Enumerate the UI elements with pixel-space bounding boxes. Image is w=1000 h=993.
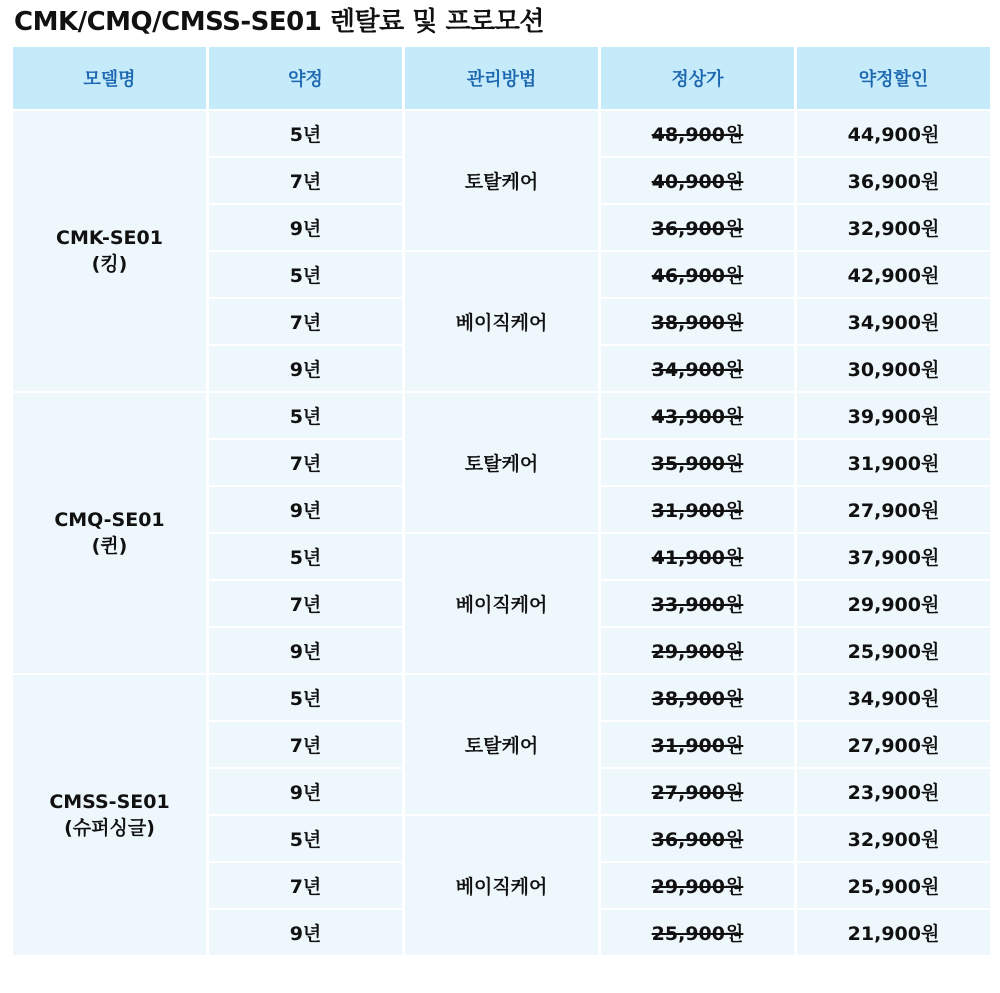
care-type-cell: 베이직케어: [405, 534, 598, 673]
model-size: (킹): [91, 253, 128, 275]
discount-price-cell: 36,900원: [797, 158, 990, 203]
discount-price-cell: 31,900원: [797, 440, 990, 485]
table-body: [13, 111, 990, 955]
regular-price: 31,900원: [651, 500, 744, 522]
regular-price-cell: [601, 863, 794, 908]
discount-price-cell: 34,900원: [797, 675, 990, 720]
care-type-cell: 토탈케어: [405, 393, 598, 532]
regular-price-cell: [601, 205, 794, 250]
header-discount-price: 약정할인: [797, 47, 990, 109]
regular-price: 36,900원: [651, 829, 744, 851]
discount-price-cell: 39,900원: [797, 393, 990, 438]
regular-price: 35,900원: [651, 453, 744, 475]
header-care-type: 관리방법: [405, 47, 598, 109]
discount-price-cell: 27,900원: [797, 722, 990, 767]
term-cell: 9년: [209, 487, 402, 532]
regular-price: 27,900원: [651, 782, 744, 804]
header-model: 모델명: [13, 47, 206, 109]
term-cell: 7년: [209, 863, 402, 908]
care-type-cell: 베이직케어: [405, 252, 598, 391]
regular-price: 34,900원: [651, 359, 744, 381]
term-cell: 7년: [209, 299, 402, 344]
regular-price-cell: [601, 158, 794, 203]
regular-price-cell: [601, 487, 794, 532]
term-cell: 5년: [209, 675, 402, 720]
term-cell: 5년: [209, 393, 402, 438]
care-type-cell: 베이직케어: [405, 816, 598, 955]
term-cell: 5년: [209, 111, 402, 156]
term-cell: 9년: [209, 910, 402, 955]
model-cell: [13, 675, 206, 955]
regular-price-cell: [601, 581, 794, 626]
regular-price: 31,900원: [651, 735, 744, 757]
regular-price: 29,900원: [651, 876, 744, 898]
table-row: [13, 111, 990, 156]
regular-price-cell: [601, 722, 794, 767]
term-cell: 9년: [209, 205, 402, 250]
regular-price: 41,900원: [651, 547, 744, 569]
model-name: CMQ-SE01: [54, 509, 165, 531]
discount-price-cell: 21,900원: [797, 910, 990, 955]
discount-price-cell: 42,900원: [797, 252, 990, 297]
regular-price: 36,900원: [651, 218, 744, 240]
discount-price-cell: 29,900원: [797, 581, 990, 626]
regular-price-cell: [601, 534, 794, 579]
regular-price: 48,900원: [651, 124, 744, 146]
regular-price-cell: [601, 252, 794, 297]
care-type-cell: 토탈케어: [405, 675, 598, 814]
discount-price-cell: 44,900원: [797, 111, 990, 156]
term-cell: 5년: [209, 252, 402, 297]
regular-price-cell: [601, 299, 794, 344]
regular-price-cell: [601, 440, 794, 485]
regular-price-cell: [601, 769, 794, 814]
regular-price: 40,900원: [651, 171, 744, 193]
term-cell: 9년: [209, 769, 402, 814]
regular-price: 38,900원: [651, 312, 744, 334]
model-name: CMK-SE01: [56, 227, 163, 249]
header-regular-price: 정상가: [601, 47, 794, 109]
discount-price-cell: 25,900원: [797, 628, 990, 673]
header-term: 약정: [209, 47, 402, 109]
term-cell: 5년: [209, 816, 402, 861]
regular-price-cell: [601, 816, 794, 861]
regular-price: 38,900원: [651, 688, 744, 710]
term-cell: 9년: [209, 346, 402, 391]
term-cell: 7년: [209, 581, 402, 626]
regular-price: 46,900원: [651, 265, 744, 287]
discount-price-cell: 32,900원: [797, 816, 990, 861]
regular-price-cell: [601, 910, 794, 955]
model-cell: [13, 111, 206, 391]
regular-price: 43,900원: [651, 406, 744, 428]
rental-price-table: [10, 45, 993, 957]
regular-price-cell: [601, 111, 794, 156]
term-cell: 7년: [209, 722, 402, 767]
regular-price: 25,900원: [651, 923, 744, 945]
page-title: CMK/CMQ/CMSS-SE01 렌탈료 및 프로모션: [14, 7, 544, 37]
term-cell: 5년: [209, 534, 402, 579]
regular-price-cell: [601, 346, 794, 391]
discount-price-cell: 32,900원: [797, 205, 990, 250]
regular-price-cell: [601, 675, 794, 720]
regular-price-cell: [601, 628, 794, 673]
model-cell: [13, 393, 206, 673]
model-size: (슈퍼싱글): [64, 817, 155, 839]
term-cell: 9년: [209, 628, 402, 673]
term-cell: 7년: [209, 440, 402, 485]
discount-price-cell: 27,900원: [797, 487, 990, 532]
table-row: [13, 675, 990, 720]
discount-price-cell: 37,900원: [797, 534, 990, 579]
care-type-cell: 토탈케어: [405, 111, 598, 250]
regular-price: 29,900원: [651, 641, 744, 663]
regular-price: 33,900원: [651, 594, 744, 616]
discount-price-cell: 30,900원: [797, 346, 990, 391]
table-row: [13, 393, 990, 438]
term-cell: 7년: [209, 158, 402, 203]
discount-price-cell: 23,900원: [797, 769, 990, 814]
table-header-row: [13, 47, 990, 109]
model-size: (퀸): [91, 535, 128, 557]
discount-price-cell: 34,900원: [797, 299, 990, 344]
discount-price-cell: 25,900원: [797, 863, 990, 908]
model-name: CMSS-SE01: [49, 791, 170, 813]
regular-price-cell: [601, 393, 794, 438]
